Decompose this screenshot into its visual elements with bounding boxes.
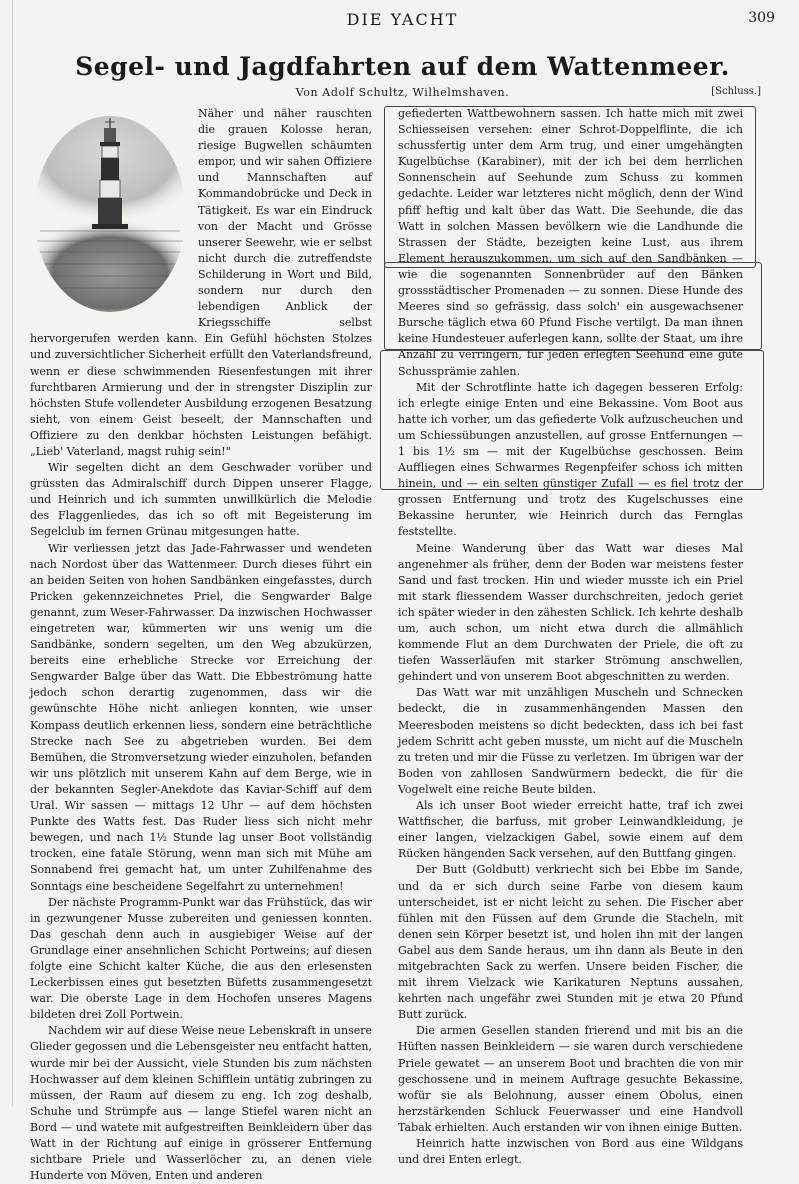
paragraph: Der nächste Programm-Punkt war das Frühstück, das wir in gezwungener Musse zubereiten und geniessen konnten. Das geschah denn auch in ausgiebiger Weise auf der Grundlage einer ansehnlichen Schicht Portweins; auf diesen folgte eine Schicht kalter Küche, die aus den erlesensten Leckerbissen eines gut besetzten Büfetts zusammengesetzt war. Die oberste Lage in dem Hochofen unseres Magens bildeten drei Zoll Portwein. (30, 895, 372, 1022)
page-number: 309 (748, 10, 775, 26)
running-head (30, 10, 775, 32)
paragraph: Heinrich hatte inzwischen von Bord aus eine Wildgans und drei Enten erlegt. (398, 1137, 743, 1167)
paragraph: Wir segelten dicht an dem Geschwader vorüber und grüssten das Admiralschiff durch Dippen unserer Flagge, und Heinrich und ich summten unwillkürlich die Melodie des Flaggenliedes, das ich so oft mit Begeisterung im Segelclub im fernen Grünau mitgesungen hatte. (30, 461, 372, 539)
continuation-note: [Schluss.] (711, 86, 761, 97)
paragraph: Meine Wanderung über das Watt war dieses Mal angenehmer als früher, denn der Boden war meistens fester Sand und fast trocken. Hin und wieder musste ich ein Priel mit stark fliessendem Wasser durchschreiten, jedoch geriet ich später wieder in den zähesten Schlick. Ich kehrte deshalb um, auch schon, um nicht etwa durch die allmählich kommende Flut an dem Durchwaten der Priele, die oft zu tiefen Wasserläufen mit starker Strömung anschwellen, gehindert und von unserem Boot abgeschnitten zu werden. (398, 541, 743, 684)
paragraph: Wir verliessen jetzt das Jade-Fahrwasser und wendeten nach Nordost über das Wattenmeer. Durch dieses führt ein an beiden Seiten von hohen Sandbänken eingefasstes, durch Pricken gekennzeichnetes Priel, die Sengwarder Balge genannt, zum Weser-Fahrwasser. Da inzwischen Hochwasser eingetreten war, kümmerten wir uns wenig um die Sandbänke, sondern segelten, um den Weg abzukürzen, bereits eine erhebliche Strecke vor Erreichung der Sengwarder Balge über das Watt. Die Ebbeströmung hatte jedoch schon derartig zugenommen, dass wir die gewünschte Höhe nicht anliegen konnten, wie unser Kompass deutlich erkennen liess, sondern eine beträchtliche Strecke nach See zu abgetrieben wurden. Bei dem Bemühen, die Stromversetzung wieder einzuholen, befanden wir uns plötzlich mit unserem Kahn auf dem Berge, wie in der bekannten Segler-Anekdote das Kaviar-Schiff auf dem Ural. Wir sassen — mittags 12 Uhr — auf dem höchsten Punkte des Watts fest. Das Ruder liess sich nicht mehr bewegen, und nach 1½ Stunde lag unser Boot vollständig trocken, eine fatale Störung, wenn man sich mit Mühe am Sonnabend frei gemacht hat, um unter Zuhilfenahme des Sonntags eine bescheidene Segelfahrt zu unternehmen! (30, 541, 372, 893)
right-column (398, 106, 743, 1168)
paragraph: Die armen Gesellen standen frierend und mit bis an die Hüften nassen Beinkleidern — sie waren durch verschiedene Priele gewatet — an unserem Boot und brachten die von mir geschossene und in meinem Auftrage gesuchte Bekassine, wofür sie als Belohnung, ausser einem Obolus, einen herzstärkenden Schluck Feuerwasser und eine Handvoll Tabak erhielten. Auch erstanden wir von ihnen einige Butten. (398, 1024, 743, 1134)
paragraph: Mit der Schrotflinte hatte ich dagegen besseren Erfolg: ich erlegte einige Enten und eine Bekassine. Vom Boot aus hatte ich vorher, um das gefiederte Volk aufzuscheuchen und um Schiessübungen anzustellen, auf grosse Entfernungen — 1 bis 1½ sm — mit der Kugelbüchse geschossen. Beim Auffliegen eines Schwarmes Regenpfeifer schoss ich mitten hinein, und — ein selten günstiger Zufall — es fiel trotz der grossen Entfernung und trotz des Kugelschusses eine Bekassine herunter, wie Heinrich durch das Fernglas feststellte. (398, 380, 743, 539)
paragraph: Als ich unser Boot wieder erreicht hatte, traf ich zwei Wattfischer, die barfuss, mit grober Leinwandkleidung, je einer langen, vielzackigen Gabel, sowie einem auf dem Rücken hängenden Sack versehen, auf den Buttfang gingen. (398, 799, 743, 861)
magazine-title: DIE YACHT (346, 10, 459, 29)
article-title: Segel- und Jagdfahrten auf dem Wattenmeer. (75, 52, 730, 81)
article-byline: Von Adolf Schultz, Wilhelmshaven. (295, 86, 510, 99)
paragraph: Der Butt (Goldbutt) verkriecht sich bei Ebbe im Sande, und da er sich durch seine Farbe von diesem kaum unterscheidet, ist er nicht leicht zu sehen. Die Fischer aber fühlen mit den Füssen auf dem Grunde die Stacheln, mit denen sein Körper besetzt ist, und holen ihn mit der langen Gabel aus dem Sande heraus, um ihn dann als Beute in den mitgebrachten Sack zu werfen. Unsere beiden Fischer, die mit ihrem Vielzack wie Karikaturen Neptuns aussahen, kehrten nach ungefähr zwei Stunden mit je etwa 20 Pfund Butt zurück. (398, 863, 743, 1022)
left-column (30, 106, 372, 1184)
paragraph: Näher und näher rauschten die grauen Kolosse heran, riesige Bugwellen schäumten empor, und wir sahen Offiziere und Mannschaften auf Kommandobrücke und Deck in Tätigkeit. Es war ein Eindruck von der Macht und Grösse unserer Seewehr, wie er selbst nicht durch die zutreffendste Schilderung in Wort und Bild, sondern nur durch den lebendigen Anblick der Kriegsschiffe selbst hervorgerufen werden kann. Ein Gefühl höchsten Stolzes und zuversichtlicher Sicherheit erfüllt den Vaterlandsfreund, wenn er diese schwimmenden Riesenfestungen mit ihrer furchtbaren Armierung und der in strengster Disziplin zur höchsten Stufe vollendeter Ausbildung erzogenen Besatzung sieht, von einem Geist beseelt, der Mannschaften und Offiziere zu den denkbar höchsten Leistungen befähigt. „Lieb' Vaterland, magst ruhig sein!" (30, 107, 372, 458)
page-edge (12, 0, 13, 1106)
paragraph: Das Watt war mit unzähligen Muscheln und Schnecken bedeckt, die in zusammenhängenden Massen den Meeresboden meistens so dicht bedeckten, dass ich bei fast jedem Schritt acht geben musste, um nicht auf die Muscheln zu treten und mir die Füsse zu verletzen. Im übrigen war der Boden von zahllosen Sandwürmern bedeckt, die für die Vogelwelt eine reiche Beute bilden. (398, 686, 743, 796)
paragraph: Nachdem wir auf diese Weise neue Lebenskraft in unsere Glieder gegossen und die Lebensgeister neu entfacht hatten, wurde mir bei der Aussicht, viele Stunden bis zum nächsten Hochwasser auf dem kleinen Schifflein untätig zubringen zu müssen, der Raum auf diesem zu eng. Ich zog deshalb, Schuhe und Strümpfe aus — lange Stiefel waren nicht an Bord — und watete mit aufgestreiften Beinkleidern über das Watt in der Richtung auf einige in grösserer Entfernung sichtbare Priele und Wasserlöcher zu, an denen viele Hunderte von Möven, Enten und anderen (30, 1024, 372, 1183)
lighthouse-illustration (30, 106, 190, 316)
paragraph: gefiederten Wattbewohnern sassen. Ich hatte mich mit zwei Schiesseisen versehen: einer Schrot-Doppelflinte, die ich schussfertig unter dem Arm trug, und einer umgehängten Kugelbüchse (Karabiner), mit der ich bei dem herrlichen Sonnenschein auf Seehunde zum Schuss zu kommen gedachte. Leider war letzteres nicht möglich, denn der Wind pfiff heftig und kalt über das Watt. Die Seehunde, die das Watt in solchen Massen bevölkern wie die Landhunde die Strassen der Städte, bezeigten keine Lust, aus ihrem Element herauszukommen, um sich auf den Sandbänken — wie die sogenannten Sonnenbrüder auf den Bänken grossstädtischer Promenaden — zu sonnen. Diese Hunde des Meeres sind so gefrässig, dass solch' ein ausgewachsener Bursche täglich etwa 60 Pfund Fische vertilgt. Da man ihnen keine Hundesteuer auferlegen kann, sollte der Staat, um ihre Anzahl zu verringern, für jeden erlegten Seehund eine gute Schussprämie zahlen. (398, 107, 743, 378)
